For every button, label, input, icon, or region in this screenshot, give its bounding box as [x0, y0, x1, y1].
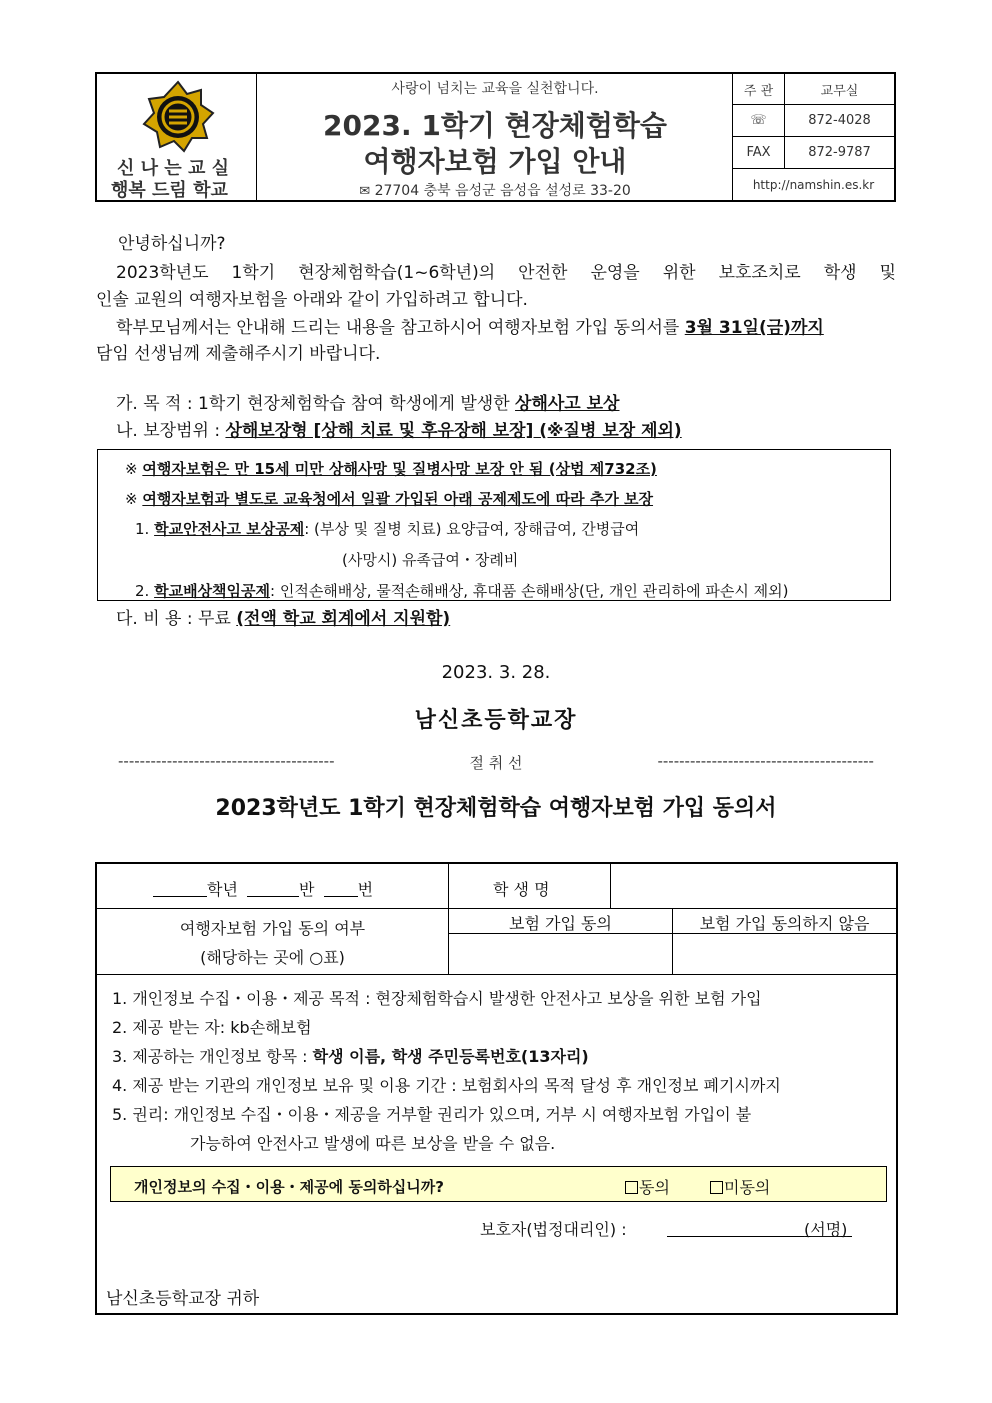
item-purpose-highlight: 상해사고 보상	[515, 394, 620, 414]
disagree-checkbox[interactable]	[710, 1181, 723, 1194]
privacy-agree-option[interactable]	[625, 1175, 670, 1198]
student-name-label: 학 생 명	[493, 880, 550, 899]
address-text: 27704 충북 음성군 음성읍 설성로 33-20	[374, 183, 631, 199]
item-coverage-label: 나. 보장범위 :	[116, 421, 226, 441]
consent-form	[95, 862, 898, 1315]
envelope-icon: ✉	[359, 184, 371, 199]
deadline-date: 3월 31일(금)까지	[684, 318, 824, 338]
contact-row-department	[733, 74, 894, 105]
item-coverage-text: 상해보장형 [상해 치료 및 후유장해 보장] (※질병 보장 제외)	[225, 421, 682, 441]
privacy-item-2: 2. 제공 받는 자: kb손해보험	[112, 1018, 312, 1037]
item-purpose-text: 1학기 현장체험학습 참여 학생에게 발생한	[198, 394, 516, 414]
letterhead-title-cell	[257, 74, 733, 200]
page-title-line-1: 2023. 1학기 현장체험학습	[323, 109, 667, 142]
paragraph-2-text: 학부모님께서는 안내해 드리는 내용을 참고하시어 여행자보험 가입 동의서를	[116, 318, 685, 338]
form-recipient: 남신초등학교장 귀하	[106, 1289, 260, 1309]
phone-value: 872-4028	[808, 113, 871, 128]
notice-4-title: 학교배상책임공제	[154, 582, 271, 600]
notice-4-number: 2.	[135, 582, 155, 600]
class-label: 반	[299, 880, 315, 899]
privacy-item-5-continuation: 가능하여 안전사고 발생에 따른 보상을 받을 수 없음.	[190, 1134, 556, 1153]
greeting: 안녕하십니까?	[118, 234, 226, 254]
item-cost-label: 다. 비 용 :	[116, 609, 199, 629]
class-input[interactable]	[247, 881, 299, 897]
notice-1	[125, 458, 657, 479]
contact-row-website	[733, 169, 894, 200]
school-address	[257, 180, 733, 200]
privacy-item-3	[112, 1044, 589, 1067]
number-label: 번	[357, 880, 374, 899]
fax-value: 872-9787	[808, 145, 871, 160]
notice-3-number: 1.	[135, 520, 155, 538]
paragraph-1-line-2: 인솔 교원의 여행자보험을 아래와 같이 가입하려고 합니다.	[96, 290, 528, 310]
coverage-notice-box	[97, 449, 891, 601]
school-emblem-icon	[141, 80, 215, 154]
letterhead	[95, 72, 896, 202]
agree-checkbox[interactable]	[625, 1181, 638, 1194]
notice-3-continuation: (사망시) 유족급여・장례비	[342, 551, 519, 569]
privacy-consent-bar	[110, 1166, 887, 1202]
cut-line-label: 절 취 선	[469, 754, 523, 772]
paragraph-1-line-1: 2023학년도 1학기 현장체험학습(1~6학년)의 안전한 운영을 위한 보호조치로 학생 및	[116, 263, 896, 283]
logo-motto-2: 행복 드림 학교	[111, 180, 228, 201]
agree-option-label: 동의	[639, 1178, 670, 1197]
number-input[interactable]	[324, 881, 358, 897]
notice-4-detail: : 인적손해배상, 물적손해배상, 휴대품 손해배상(단, 개인 관리하에 파손시 제외)	[270, 582, 789, 600]
cut-line-dashes-left: ----------------------------------------	[118, 752, 335, 770]
notice-3	[135, 518, 639, 539]
consent-question-line-2: (해당하는 곳에 ○표)	[200, 948, 345, 967]
notice-4	[135, 580, 788, 601]
privacy-item-4: 4. 제공 받는 기관의 개인정보 보유 및 이용 기간 : 보험회사의 목적 달성 후 개인정보 폐기시까지	[112, 1076, 781, 1095]
disagree-mark-cell[interactable]	[673, 934, 896, 974]
item-coverage	[116, 423, 682, 440]
page-title-line-2: 여행자보험 가입 안내	[363, 145, 627, 178]
notice-2	[125, 488, 653, 509]
department-label: 주 관	[733, 74, 785, 104]
agree-mark-cell[interactable]	[449, 934, 672, 974]
signature-label: (서명)	[804, 1220, 848, 1239]
issue-date: 2023. 3. 28.	[441, 662, 551, 683]
school-principal: 남신초등학교장	[414, 708, 578, 733]
item-cost-highlight: (전액 학교 회계에서 지원함)	[236, 609, 451, 629]
grade-label: 학년	[207, 880, 238, 899]
privacy-consent-question: 개인정보의 수집・이용・제공에 동의하십니까?	[134, 1178, 444, 1196]
guardian-label: 보호자(법정대리인) :	[480, 1220, 627, 1239]
website-url[interactable]: http://namshin.es.kr	[752, 177, 875, 192]
student-name-input[interactable]	[611, 864, 896, 908]
phone-icon: ☏	[733, 105, 785, 136]
cut-line-dashes-right: ----------------------------------------	[657, 752, 874, 770]
cut-line	[118, 752, 874, 773]
school-logo-cell	[97, 74, 257, 200]
notice-1-text: 여행자보험은 만 15세 미만 상해사망 및 질병사망 보장 안 됨 (상법 제732조)	[142, 460, 657, 478]
paragraph-2-line-2: 담임 선생님께 제출해주시기 바랍니다.	[96, 344, 381, 364]
item-purpose	[116, 396, 619, 413]
notice-2-mark: ※	[125, 490, 143, 508]
consent-question-line-1: 여행자보험 가입 동의 여부	[179, 919, 366, 938]
fax-label: FAX	[733, 137, 785, 168]
item-cost	[116, 611, 450, 628]
notice-1-mark: ※	[125, 460, 143, 478]
contact-row-phone	[733, 105, 894, 137]
privacy-item-1: 1. 개인정보 수집・이용・제공 목적 : 현장체험학습시 발생한 안전사고 보상을 위한 보험 가입	[112, 989, 762, 1008]
privacy-disagree-option[interactable]	[710, 1175, 770, 1198]
disagree-option-label: 미동의	[724, 1178, 771, 1197]
privacy-item-3-fields: 학생 이름, 학생 주민등록번호(13자리)	[312, 1047, 589, 1066]
notice-2-text: 여행자보험과 별도로 교육청에서 일괄 가입된 아래 공제제도에 따라 추가 보장	[142, 490, 654, 508]
item-purpose-label: 가. 목 적 :	[116, 394, 199, 414]
contact-row-fax	[733, 137, 894, 169]
department-value: 교무실	[820, 83, 859, 99]
agree-header: 보험 가입 동의	[509, 914, 612, 933]
privacy-item-5: 5. 권리: 개인정보 수집・이용・제공을 거부할 권리가 있으며, 거부 시 여행자보험 가입이 불	[112, 1105, 752, 1124]
paragraph-2-line-1	[116, 320, 898, 337]
contact-info-table	[733, 74, 894, 200]
disagree-header: 보험 가입 동의하지 않음	[699, 914, 870, 933]
item-cost-text: 무료	[198, 609, 237, 629]
notice-3-title: 학교안전사고 보상공제	[154, 520, 305, 538]
privacy-item-3-label: 3. 제공하는 개인정보 항목 :	[112, 1047, 313, 1066]
form-title: 2023학년도 1학기 현장체험학습 여행자보험 가입 동의서	[215, 796, 777, 821]
slogan: 사랑이 넘치는 교육을 실천합니다.	[391, 81, 599, 97]
grade-input[interactable]	[153, 881, 207, 897]
notice-3-detail: : (부상 및 질병 치료) 요양급여, 장해급여, 간병급여	[304, 520, 640, 538]
logo-motto-1: 신 나 는 교 실	[117, 158, 230, 179]
student-class-fields	[153, 877, 373, 900]
